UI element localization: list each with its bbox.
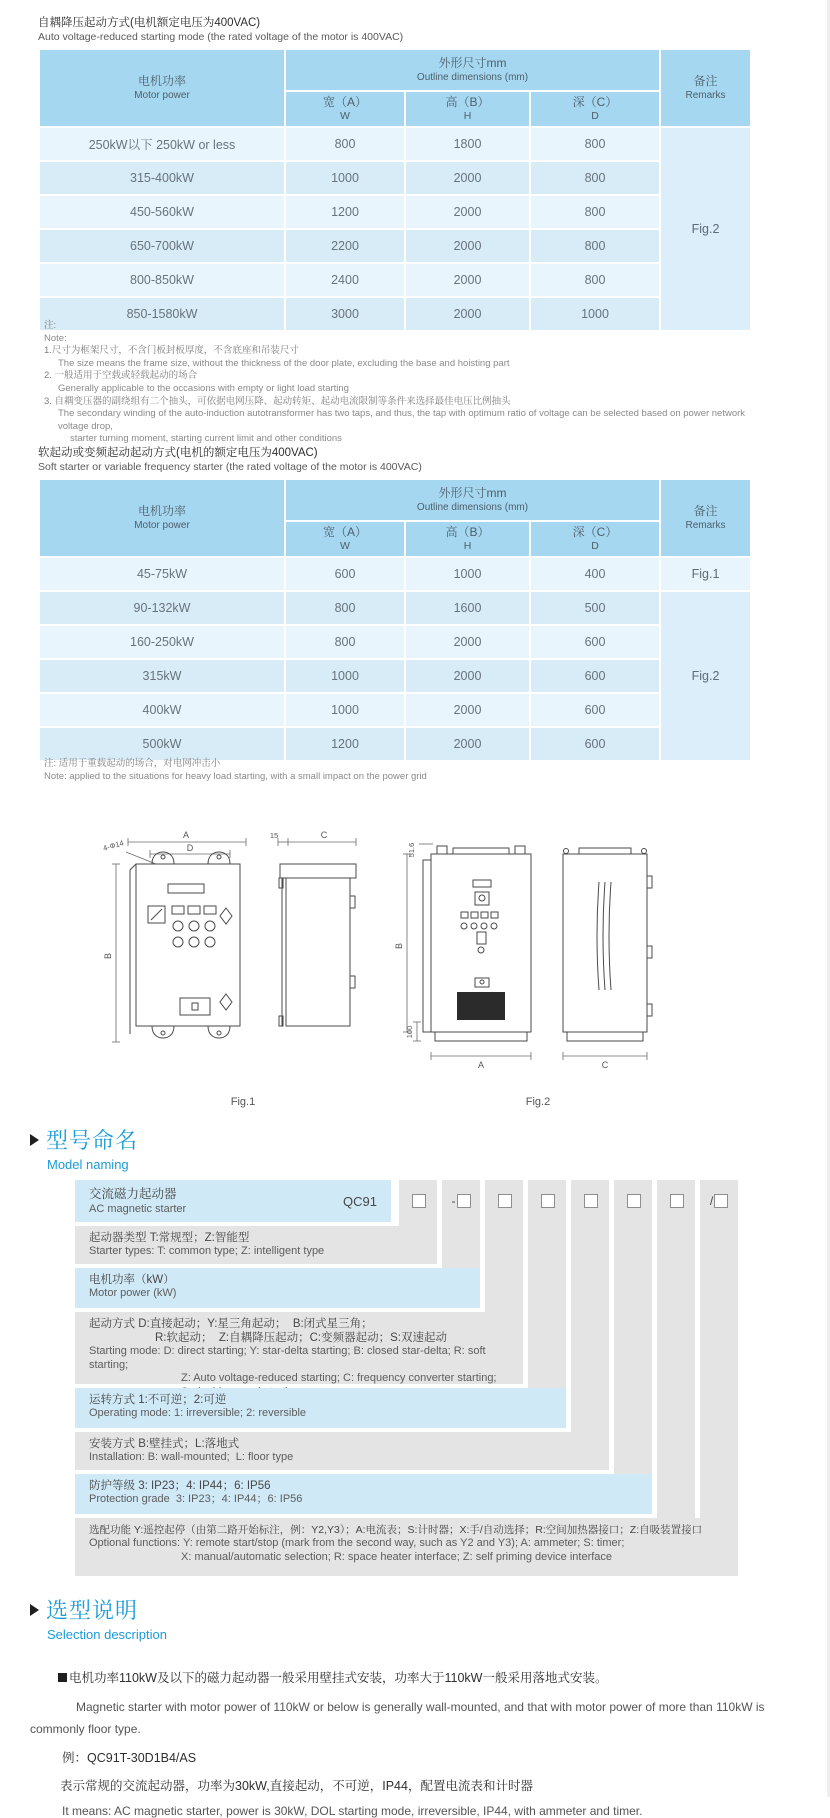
width-cell: 800 (285, 591, 405, 625)
fig1-caption: Fig.1 (230, 1096, 256, 1108)
model-checkbox-icon (714, 1194, 728, 1208)
fig1-block (98, 818, 388, 1108)
naming-row-motor-power: 电机功率（kW） Motor power (kW) (75, 1268, 480, 1308)
svg-text:C: C (320, 830, 328, 840)
note-item2-en: Generally applicable to the occasions with empty or light load starting (58, 382, 349, 394)
height-cell: 2000 (405, 229, 530, 263)
model-code-box (485, 1180, 523, 1222)
svg-text:B: B (103, 952, 113, 960)
table1-header-motor-power: 电机功率 Motor power (39, 49, 285, 127)
height-cell: 1600 (405, 591, 530, 625)
model-checkbox-icon (412, 1194, 426, 1208)
table1-header-depth: 深（C） D (530, 91, 660, 127)
model-naming-table (75, 1180, 743, 1576)
table1-header-outline: 外形尺寸mm Outline dimensions (mm) (285, 49, 660, 91)
table2 (38, 478, 752, 762)
table2-section (38, 446, 750, 762)
table-row (39, 557, 751, 591)
table-row (39, 591, 751, 625)
power-cell: 45-75kW (39, 557, 285, 591)
table1-header-width: 宽（A） W (285, 91, 405, 127)
naming-column-strip (571, 1180, 609, 1470)
width-cell: 600 (285, 557, 405, 591)
product-name-cn: 交流磁力起动器 (89, 1186, 177, 1201)
depth-cell: 800 (530, 263, 660, 297)
table-row (39, 161, 751, 195)
width-cell: 2400 (285, 263, 405, 297)
height-cell: 1800 (405, 127, 530, 161)
model-naming-heading (30, 1124, 138, 1172)
depth-cell: 600 (530, 625, 660, 659)
width-cell: 3000 (285, 297, 405, 331)
height-cell: 1000 (405, 557, 530, 591)
power-cell: 160-250kW (39, 625, 285, 659)
naming-row-operating-mode: 运转方式 1:不可逆；2:可逆 Operating mode: 1: irreversible; 2: reversible (75, 1388, 566, 1428)
naming-column-strip (700, 1180, 738, 1576)
note-item1-cn: 1.尺寸为框架尺寸，不含门板封板厚度，不含底座和吊装尺寸 (44, 345, 299, 357)
table2-notes (44, 758, 756, 783)
table2-title-en: Soft starter or variable frequency starter (the rated voltage of the motor is 400VAC) (38, 461, 422, 473)
section-arrow-icon (30, 1604, 39, 1616)
model-code-box: / (700, 1180, 738, 1222)
table1-title-cn: 自耦降压起动方式(电机额定电压为400VAC) (38, 17, 261, 29)
table1-header-height: 高（B） H (405, 91, 530, 127)
svg-text:51.6: 51.6 (407, 842, 416, 858)
fig2-side-view (563, 848, 652, 1070)
model-checkbox-icon (457, 1194, 471, 1208)
note-item2-cn: 2. 一般适用于空载或轻载起动的场合 (44, 370, 198, 382)
note2-cn: 注: 适用于重载起动的场合，对电网冲击小 (44, 758, 221, 769)
width-cell: 800 (285, 625, 405, 659)
width-cell: 800 (285, 127, 405, 161)
depth-cell: 800 (530, 161, 660, 195)
svg-text:A: A (182, 830, 190, 840)
height-cell: 2000 (405, 625, 530, 659)
note-item3-en-cont: starter turning moment, starting current limit and other conditions (70, 433, 342, 445)
svg-text:4-Φ14: 4-Φ14 (101, 838, 125, 853)
depth-cell: 800 (530, 195, 660, 229)
width-cell: 1000 (285, 161, 405, 195)
naming-column-strip (657, 1180, 695, 1576)
depth-cell: 400 (530, 557, 660, 591)
fig2-drawing (393, 818, 683, 1090)
height-cell: 2000 (405, 659, 530, 693)
table2-title-cn: 软起动或变频起动起动方式(电机的额定电压为400VAC) (38, 447, 318, 459)
table2-header-depth: 深（C） D (530, 521, 660, 557)
width-cell: 1000 (285, 659, 405, 693)
note-item3-en: The secondary winding of the auto-induction autotransformer has two taps, and thus, the tap with optimum ratio of voltage can be selected based on power network voltage drop, (58, 408, 746, 432)
table1 (38, 48, 752, 332)
selection-p1-en: Magnetic starter with motor power of 110kW or below is generally wall-mounted, and that with motor power of more than 110kW is commonly floor type. (30, 1700, 765, 1736)
table-row (39, 229, 751, 263)
model-code-box: - (442, 1180, 480, 1222)
selection-p2-cn: 表示常规的交流起动器，功率为30kW,直接起动，不可逆，IP44，配置电流表和计时器 (60, 1779, 533, 1793)
naming-row-starting-mode: 起动方式 D:直接起动；Y:星三角起动； B:闭式星三角； R:软起动； Z:自耦降压起动；C:变频器起动；S:双速起动 Starting mode: D: direct starting; Y: star-delta starting; B: closed star-delta; R: soft starting; Z: Auto voltage-reduced starting; C: frequency converter starting; (75, 1312, 523, 1384)
power-cell: 315kW (39, 659, 285, 693)
power-cell: 850-1580kW (39, 297, 285, 331)
table2-header-motor-power: 电机功率 Motor power (39, 479, 285, 557)
svg-text:C: C (601, 1060, 609, 1070)
power-cell: 800-850kW (39, 263, 285, 297)
naming-row-optional-functions: 选配功能 Y:遥控起停（由第二路开始标注，例：Y2,Y3）；A:电流表；S:计时器；X:手/自动选择；R:空间加热器接口；Z:自吸装置接口 Optional functions: Y: remote start/stop (mark from the second way, such as Y2 and Y3); A: ammeter; S: timer; X: manual/automatic selection; R: space heater interface; Z: self priming device interface (75, 1518, 738, 1576)
table-row (39, 659, 751, 693)
power-cell: 250kW以下 250kW or less (39, 127, 285, 161)
model-code-box (399, 1180, 437, 1222)
model-code-box (528, 1180, 566, 1222)
power-cell: 500kW (39, 727, 285, 761)
model-code-box (657, 1180, 695, 1222)
model-prefix: QC91 (343, 1193, 377, 1209)
power-cell: 650-700kW (39, 229, 285, 263)
depth-cell: 600 (530, 727, 660, 761)
height-cell: 2000 (405, 195, 530, 229)
svg-text:100: 100 (405, 1025, 414, 1039)
remark-cell: Fig.1 (660, 557, 751, 591)
model-naming-title-cn: 型号命名 (46, 1128, 139, 1153)
bullet-square-icon (58, 1673, 67, 1682)
model-code-box (571, 1180, 609, 1222)
note-item1-en: The size means the frame size, without the thickness of the door plate, excluding the base and hoisting part (58, 357, 510, 369)
selection-example: 例：QC91T-30D1B4/AS (62, 1751, 197, 1765)
fig1-drawing (98, 818, 388, 1090)
selection-p1-cn: 电机功率110kW及以下的磁力起动器一般采用壁挂式安装，功率大于110kW一般采用落地式安装。 (58, 1668, 808, 1686)
table-row (39, 625, 751, 659)
width-cell: 1000 (285, 693, 405, 727)
fig2-caption: Fig.2 (525, 1096, 551, 1108)
table-row (39, 263, 751, 297)
table-row (39, 127, 751, 161)
fig1-front-view (102, 830, 246, 1042)
depth-cell: 1000 (530, 297, 660, 331)
model-checkbox-icon (627, 1194, 641, 1208)
power-cell: 90-132kW (39, 591, 285, 625)
table1-section (38, 16, 750, 332)
section-arrow-icon (30, 1134, 39, 1146)
table-row (39, 693, 751, 727)
svg-text:D: D (186, 843, 194, 853)
power-cell: 450-560kW (39, 195, 285, 229)
table1-header-remarks: 备注 Remarks (660, 49, 751, 127)
table2-header-height: 高（B） H (405, 521, 530, 557)
depth-cell: 800 (530, 229, 660, 263)
depth-cell: 600 (530, 693, 660, 727)
model-checkbox-icon (584, 1194, 598, 1208)
model-naming-title-en: Model naming (47, 1157, 129, 1172)
table2-header-outline: 外形尺寸mm Outline dimensions (mm) (285, 479, 660, 521)
naming-row-protection-grade: 防护等级 3: IP23；4: IP44；6: IP56 Protection grade 3: IP23；4: IP44；6: IP56 (75, 1474, 652, 1514)
model-checkbox-icon (498, 1194, 512, 1208)
table1-notes (44, 320, 756, 446)
depth-cell: 800 (530, 127, 660, 161)
width-cell: 2200 (285, 229, 405, 263)
table2-header-width: 宽（A） W (285, 521, 405, 557)
table1-title-en: Auto voltage-reduced starting mode (the rated voltage of the motor is 400VAC) (38, 31, 404, 43)
note-label-cn: 注: (44, 320, 57, 331)
product-name-en: AC magnetic starter (89, 1202, 187, 1215)
selection-p2-en: It means: AC magnetic starter, power is 30kW, DOL starting mode, irreversible, IP44, with ammeter and timer. (62, 1804, 643, 1818)
selection-title-en: Selection description (47, 1627, 167, 1642)
model-checkbox-icon (670, 1194, 684, 1208)
selection-section (30, 1594, 808, 1818)
table-row (39, 195, 751, 229)
svg-text:B: B (394, 942, 404, 950)
table2-header-remarks: 备注 Remarks (660, 479, 751, 557)
depth-cell: 500 (530, 591, 660, 625)
remark-cell: Fig.2 (660, 127, 751, 331)
table-row (39, 727, 751, 761)
depth-cell: 600 (530, 659, 660, 693)
note2-en: Note: applied to the situations for heavy load starting, with a small impact on the power grid (44, 770, 427, 782)
svg-text:15: 15 (269, 831, 279, 840)
height-cell: 2000 (405, 161, 530, 195)
svg-text:A: A (477, 1060, 485, 1070)
naming-column-strip (614, 1180, 652, 1474)
height-cell: 2000 (405, 727, 530, 761)
naming-row-starter-type: 起动器类型 T:常规型；Z:智能型 Starter types: T: common type; Z: intelligent type (75, 1226, 437, 1264)
naming-row-installation: 安装方式 B:壁挂式；L:落地式 Installation: B: wall-mounted; L: floor type (75, 1432, 609, 1470)
selection-title-cn: 选型说明 (46, 1598, 139, 1623)
note-item3-cn: 3. 自耦变压器的副绕组有二个抽头，可依据电网压降、起动转矩、起动电流限制等条件来选择最佳电压比例抽头 (44, 395, 511, 407)
model-code-box (614, 1180, 652, 1222)
note-label-en: Note: (44, 332, 67, 344)
width-cell: 1200 (285, 727, 405, 761)
power-cell: 400kW (39, 693, 285, 727)
power-cell: 315-400kW (39, 161, 285, 195)
product-name-row (75, 1180, 391, 1222)
model-checkbox-icon (541, 1194, 555, 1208)
height-cell: 2000 (405, 297, 530, 331)
height-cell: 2000 (405, 693, 530, 727)
fig2-front-view (394, 843, 531, 1070)
remark-cell: Fig.2 (660, 591, 751, 761)
fig1-side-view (270, 830, 356, 1026)
fig2-block (393, 818, 683, 1108)
height-cell: 2000 (405, 263, 530, 297)
width-cell: 1200 (285, 195, 405, 229)
